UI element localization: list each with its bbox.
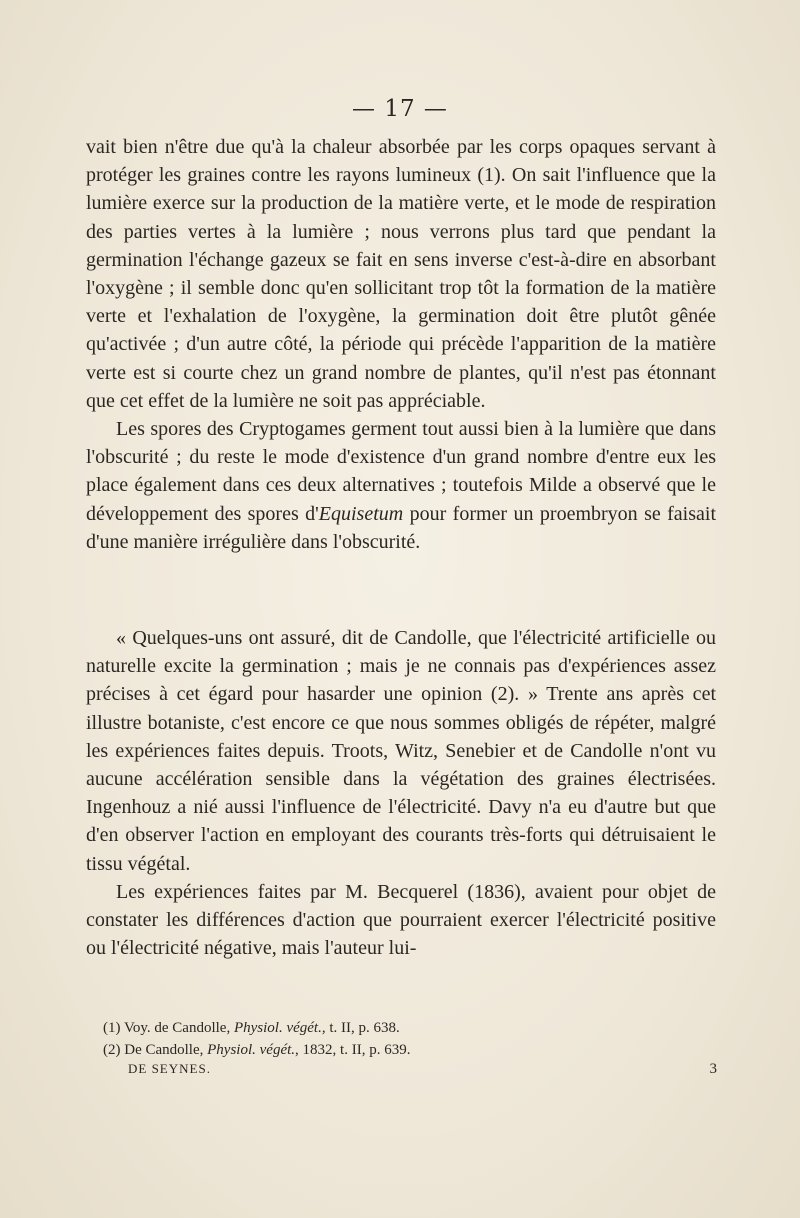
footnote-text: (2) De Candolle,: [103, 1042, 208, 1058]
paragraph: vait bien n'être due qu'à la chaleur absorbée par les corps opaques servant à protéger les graines contre les rayons lumineux (1). On sait l'influence que la lumière exerce sur la production de la matière verte, et le mode de respiration des parties vertes à la lumière ; nous verrons plus tard que pendant la germination l'échange gazeux se fait en sens inverse c'est-à-dire en absorbant l'oxygène ; il semble donc qu'en sollicitant trop tôt la formation de la matière verte et l'exhalation de l'oxygène, la germination doit être plutôt gênée qu'activée ; d'un autre côté, la période qui précède l'apparition de la matière verte est si courte chez un grand nombre de plantes, qu'il n'est pas étonnant que cet effet de la lumière ne soit pas appréciable.: [86, 136, 716, 412]
main-text-lower: [86, 624, 716, 962]
footnote-text: (1) Voy. de Candolle,: [103, 1020, 234, 1036]
footnote-text: , t. II, p. 638.: [321, 1020, 400, 1036]
footnote-text: , 1832, t. II, p. 639.: [295, 1042, 411, 1058]
footnotes: [103, 1017, 713, 1061]
paragraph: « Quelques-uns ont assuré, dit de Candolle, que l'électricité artificielle ou naturelle excite la germination ; mais je ne connais pas d'expériences assez précises à cet égard pour hasarder une opinion (2). » Trente ans après cet illustre botaniste, c'est encore ce que nous sommes obligés de répéter, malgré les expériences faites depuis. Troots, Witz, Senebier et de Candolle n'ont vu aucune accélération sensible dans la végétation des graines électrisées. Ingenhouz a nié aussi l'influence de l'électricité. Davy n'a eu d'autre but que d'en observer l'action en employant des courants très-forts qui détruisaient le tissu végétal.: [86, 627, 716, 875]
footnote-1: [103, 1017, 713, 1039]
signature-sheet-number: 3: [709, 1061, 718, 1077]
footnote-italic: Physiol. végét.: [233, 1020, 322, 1036]
footnote-2: [103, 1039, 713, 1061]
main-text-upper: [86, 133, 716, 556]
text-span: pour former un proembryon se faisait d'une manière irrégulière dans l'obscurité.: [86, 502, 716, 553]
footnote-italic: Physiol. végét.: [207, 1042, 296, 1058]
printer-signature: [128, 1061, 718, 1077]
page-number: — 17 —: [352, 96, 448, 122]
paragraph: Les expériences faites par M. Becquerel (1836), avaient pour objet de constater les différences d'action que pourraient exercer l'électricité positive ou l'électricité négative, mais l'auteur lui-: [86, 880, 716, 960]
paragraph: [86, 415, 716, 556]
text-span: Les spores des Cryptogames germent tout aussi bien à la lumière que dans l'obscurité ; du reste le mode d'existence d'un grand nombre d'entre eux les place également dans ces deux alternatives ; toutefois Milde a observé que le développement des spores d': [86, 418, 716, 525]
signature-author: DE SEYNES.: [128, 1061, 211, 1076]
italic-term: Equisetum: [318, 502, 404, 525]
